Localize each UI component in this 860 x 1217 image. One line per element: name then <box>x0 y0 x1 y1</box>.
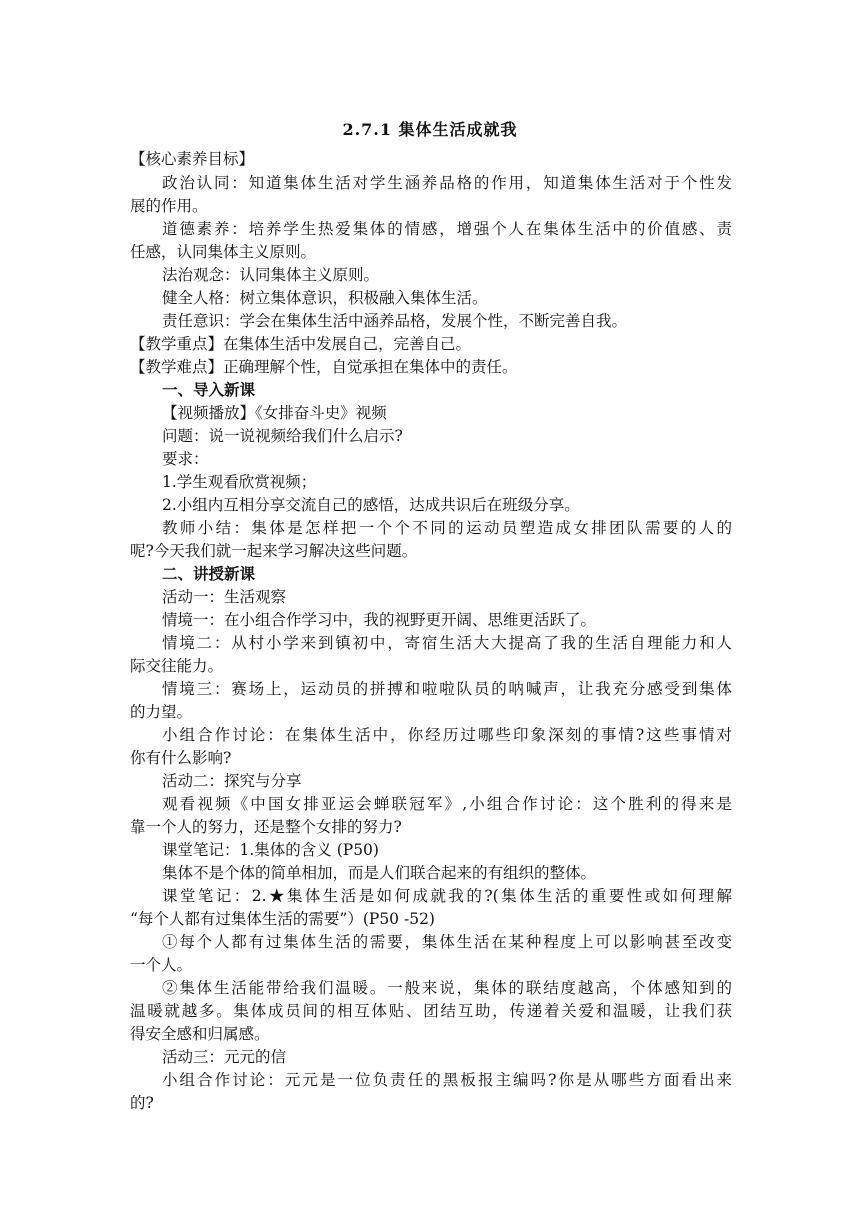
paragraph-line: 呢?今天我们就一起来学习解决这些问题。 <box>130 542 418 560</box>
paragraph-line: 课堂笔记：2.★集体生活是如何成就我的?(集体生活的重要性或如何理解 <box>162 887 732 905</box>
paragraph-line: 活动一：生活观察 <box>162 588 287 606</box>
paragraph-line: 健全人格：树立集体意识，积极融入集体生活。 <box>162 289 488 307</box>
paragraph-line: 的? <box>130 1094 154 1112</box>
list-item: 2.小组内互相分享交流自己的感悟，达成共识后在班级分享。 <box>162 496 580 514</box>
paragraph-line: ②集体生活能带给我们温暖。一般来说，集体的联结度越高，个体感知到的 <box>162 979 732 997</box>
paragraph-line: 要求： <box>162 450 209 468</box>
paragraph-line: 小组合作讨论：元元是一位负责任的黑板报主编吗?你是从哪些方面看出来 <box>162 1071 732 1089</box>
paragraph-line: 活动三：元元的信 <box>162 1048 287 1066</box>
paragraph-line: 道德素养：培养学生热爱集体的情感，增强个人在集体生活中的价值感、责 <box>162 220 732 238</box>
paragraph-line: 情境二：从村小学来到镇初中，寄宿生活大大提高了我的生活自理能力和人 <box>162 634 732 652</box>
paragraph-line: 情境一：在小组合作学习中，我的视野更开阔、思维更活跃了。 <box>162 611 597 629</box>
paragraph-line: 你有什么影响? <box>130 749 232 767</box>
teaching-focus: 【教学重点】在集体生活中发展自己，完善自己。 <box>130 335 472 353</box>
teaching-difficulty: 【教学难点】正确理解个性，自觉承担在集体中的责任。 <box>130 358 518 376</box>
paragraph-line: 政治认同：知道集体生活对学生涵养品格的作用，知道集体生活对于个性发 <box>162 174 732 192</box>
paragraph-line: 小组合作讨论：在集体生活中，你经历过哪些印象深刻的事情?这些事情对 <box>162 726 732 744</box>
document-title: 2.7.1 集体生活成就我 <box>342 120 518 139</box>
paragraph-line: 靠一个人的努力，还是整个女排的努力? <box>130 818 402 836</box>
paragraph-line: 【视频播放】《女排奋斗史》视频 <box>162 404 387 422</box>
paragraph-line: 问题：说一说视频给我们什么启示? <box>162 427 403 445</box>
section-heading-objectives: 【核心素养目标】 <box>130 150 255 168</box>
paragraph-line: 法治观念：认同集体主义原则。 <box>162 266 380 284</box>
paragraph-line: “每个人都有过集体生活的需要”）(P50 -52) <box>130 910 435 928</box>
paragraph-line: 责任意识：学会在集体生活中涵养品格，发展个性，不断完善自我。 <box>162 312 628 330</box>
paragraph-line: 际交往能力。 <box>130 657 224 675</box>
paragraph-line: 一个人。 <box>130 956 193 974</box>
section-heading-new-lesson: 二、讲授新课 <box>162 564 256 583</box>
paragraph-line: 展的作用。 <box>130 197 208 215</box>
paragraph-line: 情境三：赛场上，运动员的拼搏和啦啦队员的呐喊声，让我充分感受到集体 <box>162 680 732 698</box>
paragraph-line: 的力望。 <box>130 703 193 721</box>
paragraph-line: 观看视频《中国女排亚运会蝉联冠军》,小组合作讨论：这个胜利的得来是 <box>162 795 732 813</box>
paragraph-line: 教师小结：集体是怎样把一个个不同的运动员塑造成女排团队需要的人的 <box>162 519 732 537</box>
section-heading-intro: 一、导入新课 <box>162 380 256 399</box>
paragraph-line: 活动二：探究与分享 <box>162 772 302 790</box>
paragraph-line: 课堂笔记：1.集体的含义 (P50) <box>162 841 379 859</box>
paragraph-line: ①每个人都有过集体生活的需要，集体生活在某种程度上可以影响甚至改变 <box>162 933 732 951</box>
paragraph-line: 任感，认同集体主义原则。 <box>130 243 317 261</box>
paragraph-line: 温暖就越多。集体成员间的相互体贴、团结互助，传递着关爱和温暖，让我们获 <box>130 1002 732 1020</box>
list-item: 1.学生观看欣赏视频； <box>162 473 317 491</box>
paragraph-line: 得安全感和归属感。 <box>130 1025 270 1043</box>
paragraph-line: 集体不是个体的简单相加，而是人们联合起来的有组织的整体。 <box>162 864 597 882</box>
